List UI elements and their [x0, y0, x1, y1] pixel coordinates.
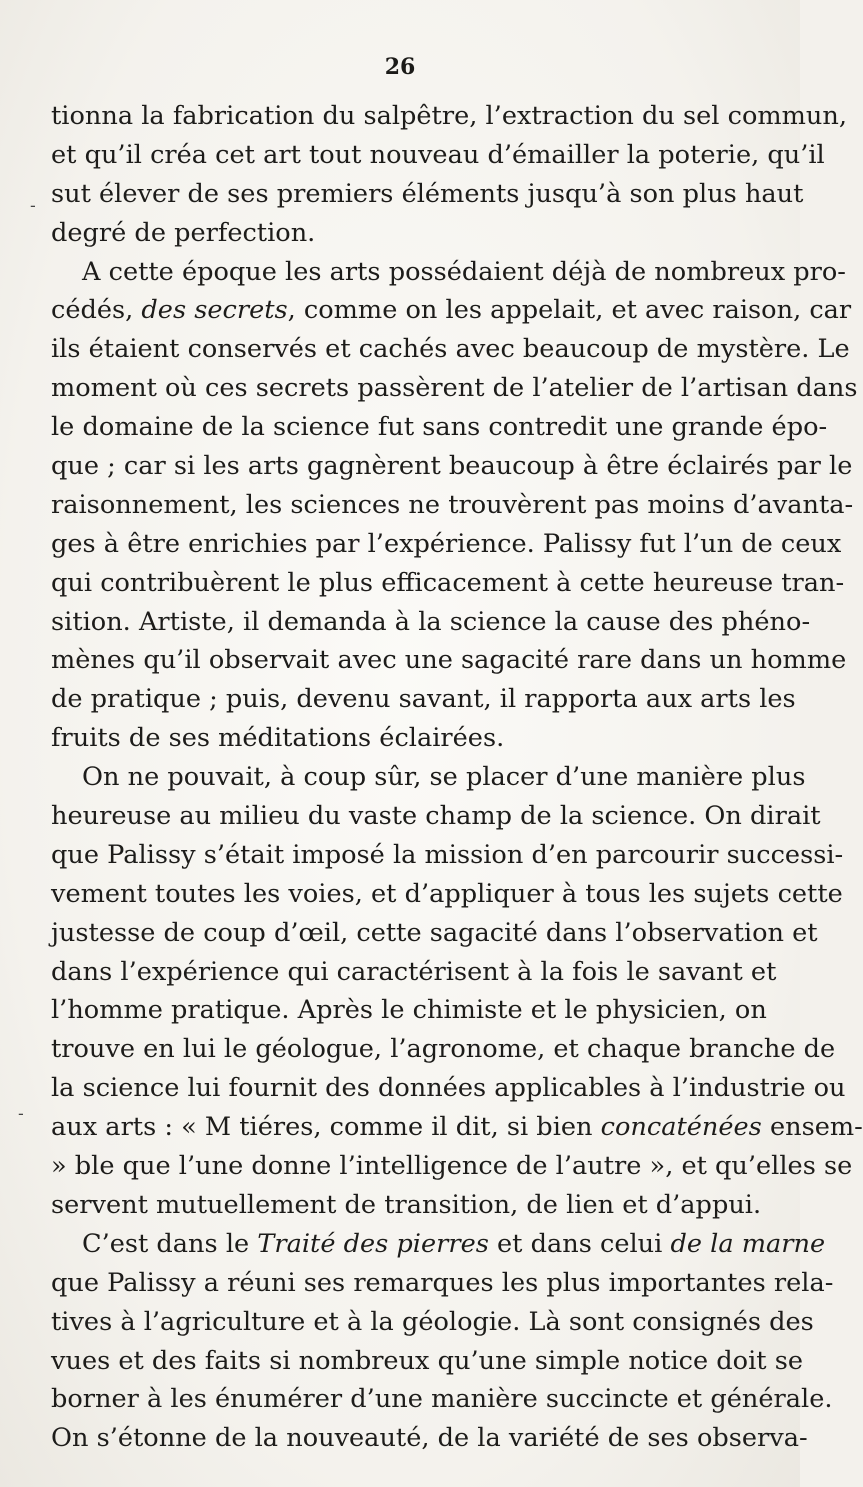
- text-line: [51, 875, 843, 914]
- text-line: [51, 1303, 814, 1342]
- text-line: [51, 291, 852, 330]
- text-line: [51, 1264, 834, 1303]
- text-segment: degré de perfection.: [51, 217, 316, 248]
- body-text: [51, 97, 863, 1458]
- text-line: [51, 914, 818, 953]
- text-segment: ges à être enrichies par l’expérience. Palissy fut l’un de ceux: [51, 528, 842, 559]
- text-line: [51, 1069, 846, 1108]
- text-segment: de pratique ; puis, devenu savant, il rapporta aux arts les: [51, 684, 796, 715]
- text-segment: mènes qu’il observait avec une sagacité rare dans un homme: [51, 645, 847, 676]
- text-segment: la science lui fournit des données applicables à l’industrie ou: [51, 1073, 846, 1104]
- text-line: [51, 1147, 853, 1186]
- text-line: [51, 525, 842, 564]
- text-line: [51, 1380, 833, 1419]
- text-line: [51, 486, 854, 525]
- text-segment: justesse de coup d’œil, cette sagacité dans l’observation et: [51, 917, 818, 948]
- text-segment: , comme on les appelait, et avec raison, car: [287, 295, 852, 326]
- text-segment: moment où ces secrets passèrent de l’atelier de l’artisan dans: [51, 373, 858, 404]
- text-line: [51, 1225, 826, 1264]
- text-line: [51, 369, 858, 408]
- text-segment: que Palissy a réuni ses remarques les plus importantes rela-: [51, 1267, 834, 1298]
- text-segment: tives à l’agriculture et à la géologie. Là sont consignés des: [51, 1306, 814, 1337]
- text-line: [51, 330, 850, 369]
- text-line: [51, 253, 846, 292]
- text-line: [51, 758, 806, 797]
- text-line: [51, 1342, 803, 1381]
- text-segment: qui contribuèrent le plus efficacement à cette heureuse tran-: [51, 567, 845, 598]
- text-line: [51, 991, 767, 1030]
- text-segment: raisonnement, les sciences ne trouvèrent pas moins d’avanta-: [51, 489, 854, 520]
- text-segment: et qu’il créa cet art tout nouveau d’émailler la poterie, qu’il: [51, 139, 825, 170]
- text-line: [51, 680, 796, 719]
- text-segment: cédés,: [51, 295, 142, 326]
- text-segment: dans l’expérience qui caractérisent à la fois le savant et: [51, 956, 777, 987]
- text-line: [51, 97, 847, 136]
- italic-text: concaténées: [600, 1112, 762, 1143]
- text-segment: vement toutes les voies, et d’appliquer à tous les sujets cette: [51, 878, 843, 909]
- italic-text: de la marne: [670, 1228, 826, 1259]
- text-line: [51, 1030, 836, 1069]
- text-segment: le domaine de la science fut sans contredit une grande épo-: [51, 412, 828, 443]
- text-line: [51, 175, 804, 214]
- italic-text: Traité des pierres: [257, 1228, 489, 1259]
- text-segment: borner à les énumérer d’une manière succincte et générale.: [51, 1384, 833, 1415]
- text-line: [51, 136, 825, 175]
- margin-mark: -: [18, 1104, 24, 1123]
- text-segment: On s’étonne de la nouveauté, de la variété de ses observa-: [51, 1423, 808, 1454]
- text-segment: vues et des faits si nombreux qu’une simple notice doit se: [51, 1345, 803, 1376]
- text-segment: A cette époque les arts possédaient déjà de nombreux pro-: [82, 256, 846, 287]
- text-line: [51, 408, 828, 447]
- margin-mark: -: [30, 196, 36, 215]
- text-segment: aux arts : « M tiéres, comme il dit, si bien: [51, 1112, 601, 1143]
- text-segment: heureuse au milieu du vaste champ de la science. On dirait: [51, 801, 821, 832]
- text-segment: l’homme pratique. Après le chimiste et le physicien, on: [51, 995, 767, 1026]
- text-segment: On ne pouvait, à coup sûr, se placer d’une manière plus: [82, 762, 806, 793]
- text-line: [51, 214, 754, 253]
- text-segment: ensem-: [761, 1112, 863, 1143]
- text-line: [51, 719, 754, 758]
- text-segment: tionna la fabrication du salpêtre, l’extraction du sel commun,: [51, 101, 847, 131]
- text-segment: » ble que l’une donne l’intelligence de l’autre », et qu’elles se: [51, 1151, 853, 1182]
- text-segment: trouve en lui le géologue, l’agronome, et chaque branche de: [51, 1034, 836, 1065]
- text-line: [51, 1186, 762, 1225]
- text-segment: C’est dans le: [82, 1228, 258, 1259]
- text-line: [51, 836, 844, 875]
- italic-text: des secrets: [141, 295, 288, 326]
- text-segment: que Palissy s’était imposé la mission d’en parcourir successi-: [51, 839, 844, 870]
- text-segment: servent mutuellement de transition, de lien et d’appui.: [51, 1189, 762, 1220]
- text-line: [51, 564, 845, 603]
- text-segment: ils étaient conservés et cachés avec beaucoup de mystère. Le: [51, 334, 850, 365]
- text-segment: fruits de ses méditations éclairées.: [51, 723, 505, 754]
- text-line: [51, 603, 811, 642]
- text-segment: sut élever de ses premiers éléments jusqu’à son plus haut: [51, 178, 804, 209]
- text-line: [51, 447, 853, 486]
- text-line: [51, 641, 847, 680]
- page-number: 26: [384, 54, 416, 80]
- text-line: [51, 953, 777, 992]
- text-line: [51, 797, 821, 836]
- text-line: [51, 1108, 863, 1147]
- text-segment: que ; car si les arts gagnèrent beaucoup à être éclairés par le: [51, 451, 853, 482]
- text-segment: sition. Artiste, il demanda à la science la cause des phéno-: [51, 606, 811, 637]
- text-segment: et dans celui: [488, 1228, 671, 1259]
- text-line: [51, 1419, 808, 1458]
